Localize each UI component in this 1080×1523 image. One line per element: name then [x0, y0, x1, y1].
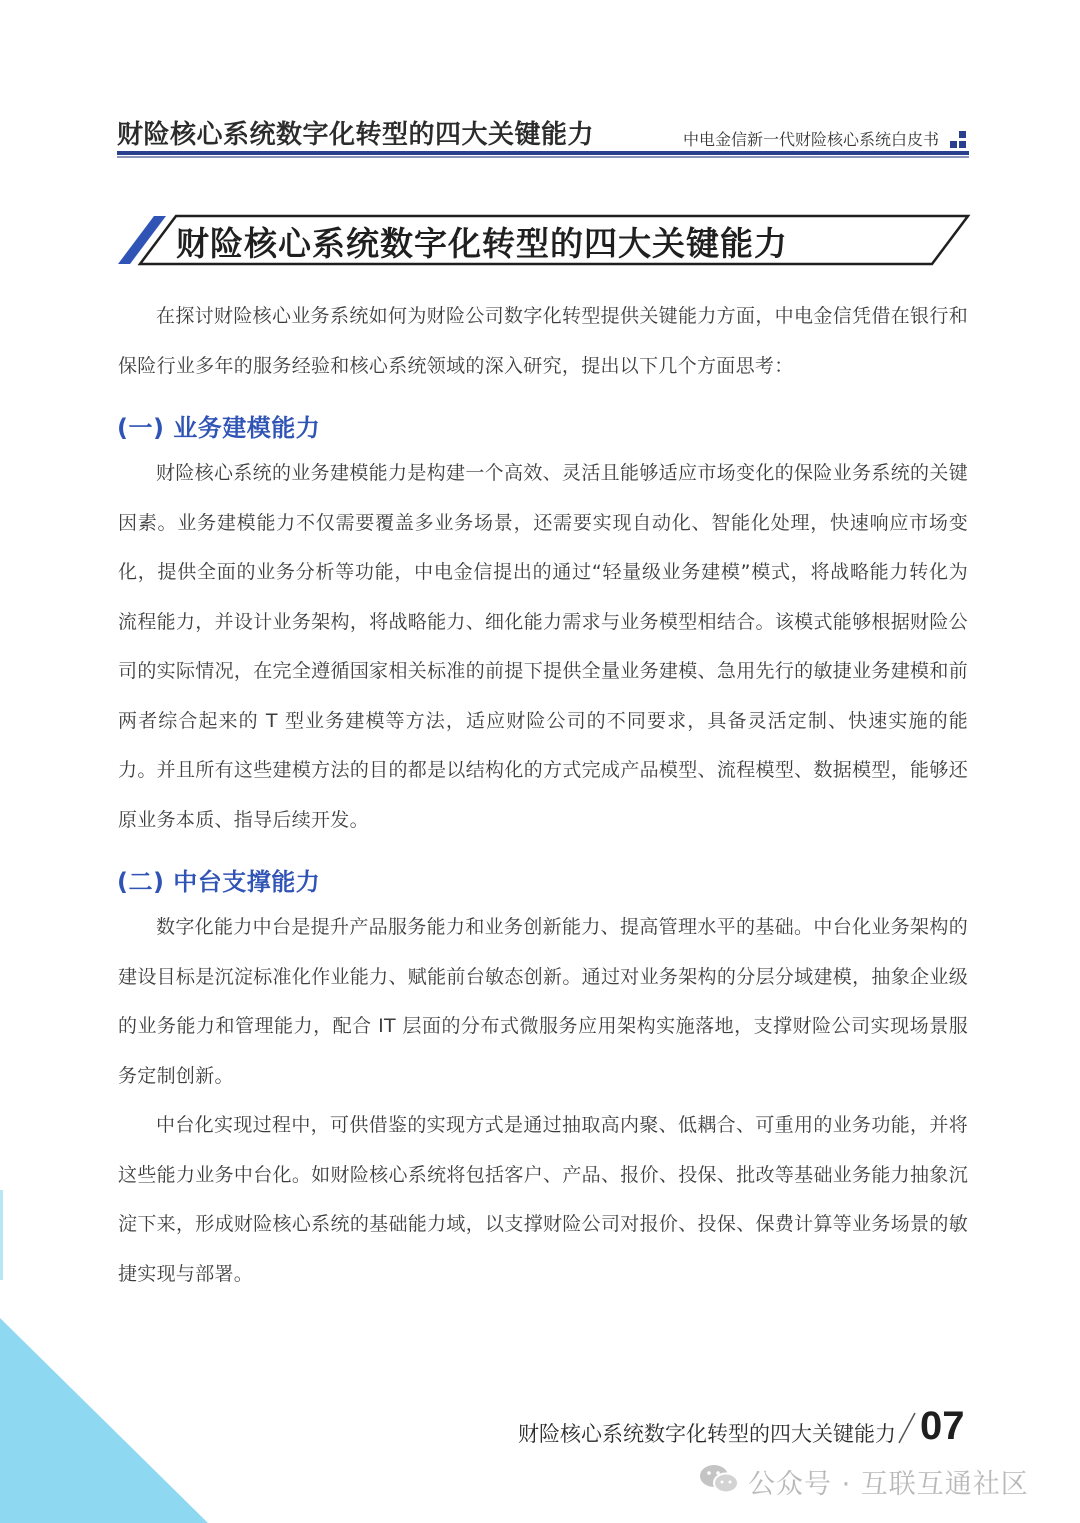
section2-paragraph-2: 中台化实现过程中，可供借鉴的实现方式是通过抽取高内聚、低耦合、可重用的业务功能，并将这些能力业务中台化。如财险核心系统将包括客户、产品、报价、投保、批改等基础业务能力抽象沉淀下来，形成财险核心系统的基础能力域，以支撑财险公司对报价、投保、保费计算等业务场景的敏捷实现与部署。 — [118, 1114, 968, 1285]
header-document-title: 中电金信新一代财险核心系统白皮书 — [683, 130, 940, 149]
section2-paragraph-1: 数字化能力中台是提升产品服务能力和业务创新能力、提高管理水平的基础。中台化业务架构的建设目标是沉淀标准化作业能力、赋能前台敏态创新。通过对业务架构的分层分域建模，抽象企业级的业务能力和管理能力，配合 IT 层面的分布式微服务应用架构实施落地，支撑财险公司实现场景服务定制创新。 — [118, 916, 968, 1087]
section1-heading: (一) 业务建模能力 — [117, 414, 321, 442]
intro-paragraph: 在探讨财险核心业务系统如何为财险公司数字化转型提供关键能力方面，中电金信凭借在银行和保险行业多年的服务经验和核心系统领域的深入研究，提出以下几个方面思考： — [118, 305, 968, 377]
section2-heading: (二) 中台支撑能力 — [117, 868, 321, 896]
header-square-1 — [959, 131, 966, 138]
header-square-3 — [959, 141, 966, 148]
watermark-text: 公众号 · 互联互通社区 — [748, 1469, 1029, 1500]
footer-section-title: 财险核心系统数字化转型的四大关键能力 — [518, 1422, 896, 1446]
wechat-icon — [697, 1461, 741, 1497]
page-number: 07 — [920, 1404, 965, 1448]
header-square-2 — [950, 141, 957, 148]
header-section-title: 财险核心系统数字化转型的四大关键能力 — [117, 120, 595, 150]
section1-paragraph: 财险核心系统的业务建模能力是构建一个高效、灵活且能够适应市场变化的保险业务系统的关键因素。业务建模能力不仅需要覆盖多业务场景，还需要实现自动化、智能化处理，快速响应市场变化，提供全面的业务分析等功能，中电金信提出的通过“轻量级业务建模”模式，将战略能力转化为流程能力，并设计业务架构，将战略能力、细化能力需求与业务模型相结合。该模式能够根据财险公司的实际情况，在完全遵循国家相关标准的前提下提供全量业务建模、急用先行的敏捷业务建模和前两者综合起来的 T 型业务建模等方法，适应财险公司的不同要求，具备灵活定制、快速实施的能力。并且所有这些建模方法的目的都是以结构化的方式完成产品模型、流程模型、数据模型，能够还原业务本质、指导后续开发。 — [118, 462, 968, 831]
footer-slash — [895, 1410, 919, 1446]
header-rule — [117, 148, 969, 160]
banner-title: 财险核心系统数字化转型的四大关键能力 — [176, 224, 788, 263]
